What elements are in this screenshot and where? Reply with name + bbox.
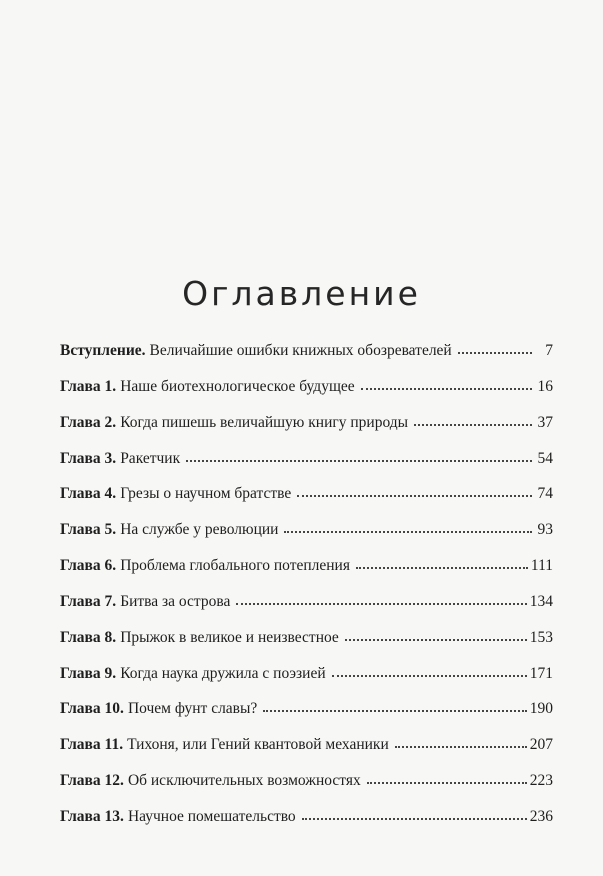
toc-entry-page: 171	[529, 664, 553, 682]
toc-entry-page: 111	[530, 557, 553, 575]
toc-entry[interactable]	[60, 629, 553, 665]
toc-dot-leader	[297, 494, 532, 497]
toc-entry-title: Величайшие ошибки книжных обозревателей	[149, 342, 452, 359]
toc-entry-label: Глава 1.	[60, 377, 117, 395]
toc-entry-label: Глава 13.	[60, 807, 124, 825]
toc-entry-page: 207	[529, 736, 553, 754]
toc-entry[interactable]	[60, 593, 553, 629]
toc-entry[interactable]	[60, 485, 553, 521]
toc-entry-page: 54	[537, 449, 553, 467]
toc-entry-label: Глава 12.	[60, 772, 124, 790]
toc-entry[interactable]	[60, 665, 553, 701]
toc-entry-title: Проблема глобального потепления	[120, 557, 350, 575]
toc-entry[interactable]	[60, 342, 553, 378]
toc-entry-title: Об исключительных возможностях	[127, 772, 361, 790]
toc-entry-title: Ракетчик	[120, 449, 181, 467]
toc-entry-title: Тихоня, или Гений квантовой механики	[127, 736, 389, 754]
toc-entry[interactable]	[60, 450, 553, 486]
toc-entry-title: Почем фунт славы?	[127, 700, 258, 718]
toc-dot-leader	[367, 781, 527, 784]
toc-entry[interactable]	[60, 700, 553, 736]
toc-dot-leader	[332, 674, 527, 677]
toc-entry-title: Прыжок в великое и неизвестное	[120, 628, 339, 646]
toc-entry-page: 37	[537, 413, 553, 431]
toc-entry-title: Когда пишешь величайшую книгу природы	[120, 413, 409, 431]
toc-entry[interactable]	[60, 808, 553, 844]
toc-entry-title: Когда наука дружила с поэзией	[120, 664, 326, 682]
toc-entry[interactable]	[60, 557, 553, 593]
toc-entry-title: Грезы о научном братстве	[120, 485, 292, 503]
toc-entry-page: 74	[537, 485, 553, 503]
toc-dot-leader	[284, 530, 532, 533]
toc-entry-label: Вступление.	[60, 342, 146, 359]
toc-entry-page: 153	[529, 628, 553, 646]
toc-dot-leader	[345, 638, 527, 641]
toc-entry-label: Глава 3.	[60, 449, 117, 467]
toc-entry-title: Битва за острова	[120, 592, 231, 610]
toc-entry[interactable]	[60, 414, 553, 450]
toc-entry-page: 223	[529, 772, 553, 790]
toc-entry-page: 190	[529, 700, 553, 718]
toc-entry-label: Глава 7.	[60, 592, 117, 610]
toc-dot-leader	[302, 817, 527, 820]
toc-dot-leader	[458, 351, 532, 354]
toc-dot-leader	[361, 387, 532, 390]
toc-dot-leader	[236, 602, 526, 605]
toc-entry-label: Глава 10.	[60, 700, 124, 718]
toc-entry[interactable]	[60, 736, 553, 772]
toc-dot-leader	[395, 745, 527, 748]
toc-entry[interactable]	[60, 772, 553, 808]
toc-entry-title: На службе у революции	[120, 521, 279, 539]
toc-entry-page: 16	[537, 377, 553, 395]
toc-entry-page: 134	[529, 592, 553, 610]
toc-entry[interactable]	[60, 378, 553, 414]
toc-entry-label: Глава 6.	[60, 557, 117, 575]
toc-entry-page: 7	[545, 342, 553, 359]
toc-dot-leader	[356, 566, 528, 569]
toc-entry[interactable]	[60, 521, 553, 557]
toc-dot-leader	[263, 709, 526, 712]
toc-entry-label: Глава 5.	[60, 521, 117, 539]
toc-dot-leader	[186, 459, 532, 462]
toc-entry-label: Глава 4.	[60, 485, 117, 503]
toc-entry-title: Наше биотехнологическое будущее	[120, 377, 355, 395]
toc-entry-label: Глава 9.	[60, 664, 117, 682]
toc-entry-label: Глава 8.	[60, 628, 117, 646]
toc-entry-label: Глава 2.	[60, 413, 117, 431]
toc-entry-title: Научное помешательство	[127, 807, 296, 825]
table-of-contents	[60, 342, 553, 844]
toc-entry-label: Глава 11.	[60, 736, 124, 754]
toc-entry-page: 236	[529, 807, 553, 825]
toc-entry-page: 93	[537, 521, 553, 539]
toc-dot-leader	[414, 423, 532, 426]
page-title: Оглавление	[182, 274, 421, 314]
